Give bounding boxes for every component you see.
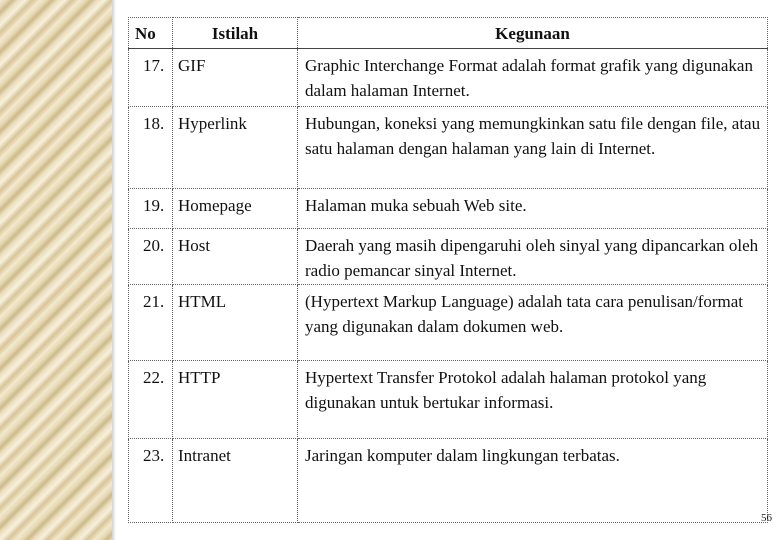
table-row [129,361,768,439]
row-description: (Hypertext Markup Language) adalah tata cara penulisan/format yang digunakan dalam dokumen web. [298,285,768,361]
table-row [129,107,768,189]
row-number: 22. [129,361,173,439]
row-term: Homepage [173,189,298,229]
row-term: HTTP [173,361,298,439]
glossary-table [128,17,768,523]
row-description: Graphic Interchange Format adalah format grafik yang digunakan dalam halaman Internet. [298,49,768,107]
row-term: Hyperlink [173,107,298,189]
table-row [129,49,768,107]
row-term: Host [173,229,298,285]
table-row [129,189,768,229]
row-term: HTML [173,285,298,361]
row-term: GIF [173,49,298,107]
decorative-side-band [0,0,112,540]
header-no: No [129,18,173,49]
row-number: 20. [129,229,173,285]
row-number: 21. [129,285,173,361]
row-number: 17. [129,49,173,107]
row-description: Jaringan komputer dalam lingkungan terbatas. [298,439,768,523]
row-description: Daerah yang masih dipengaruhi oleh sinyal yang dipancarkan oleh radio pemancar sinyal Internet. [298,229,768,285]
header-term: Istilah [173,18,298,49]
table-row [129,439,768,523]
row-number: 23. [129,439,173,523]
table-row [129,285,768,361]
table-header [129,18,768,49]
row-description: Hubungan, koneksi yang memungkinkan satu file dengan file, atau satu halaman dengan halaman yang lain di Internet. [298,107,768,189]
table-row [129,229,768,285]
row-description: Halaman muka sebuah Web site. [298,189,768,229]
header-use: Kegunaan [298,18,768,49]
table-body [129,49,768,523]
page-number: 56 [761,512,772,524]
row-number: 18. [129,107,173,189]
row-description: Hypertext Transfer Protokol adalah halaman protokol yang digunakan untuk bertukar informasi. [298,361,768,439]
row-number: 19. [129,189,173,229]
header-row [129,18,768,49]
row-term: Intranet [173,439,298,523]
